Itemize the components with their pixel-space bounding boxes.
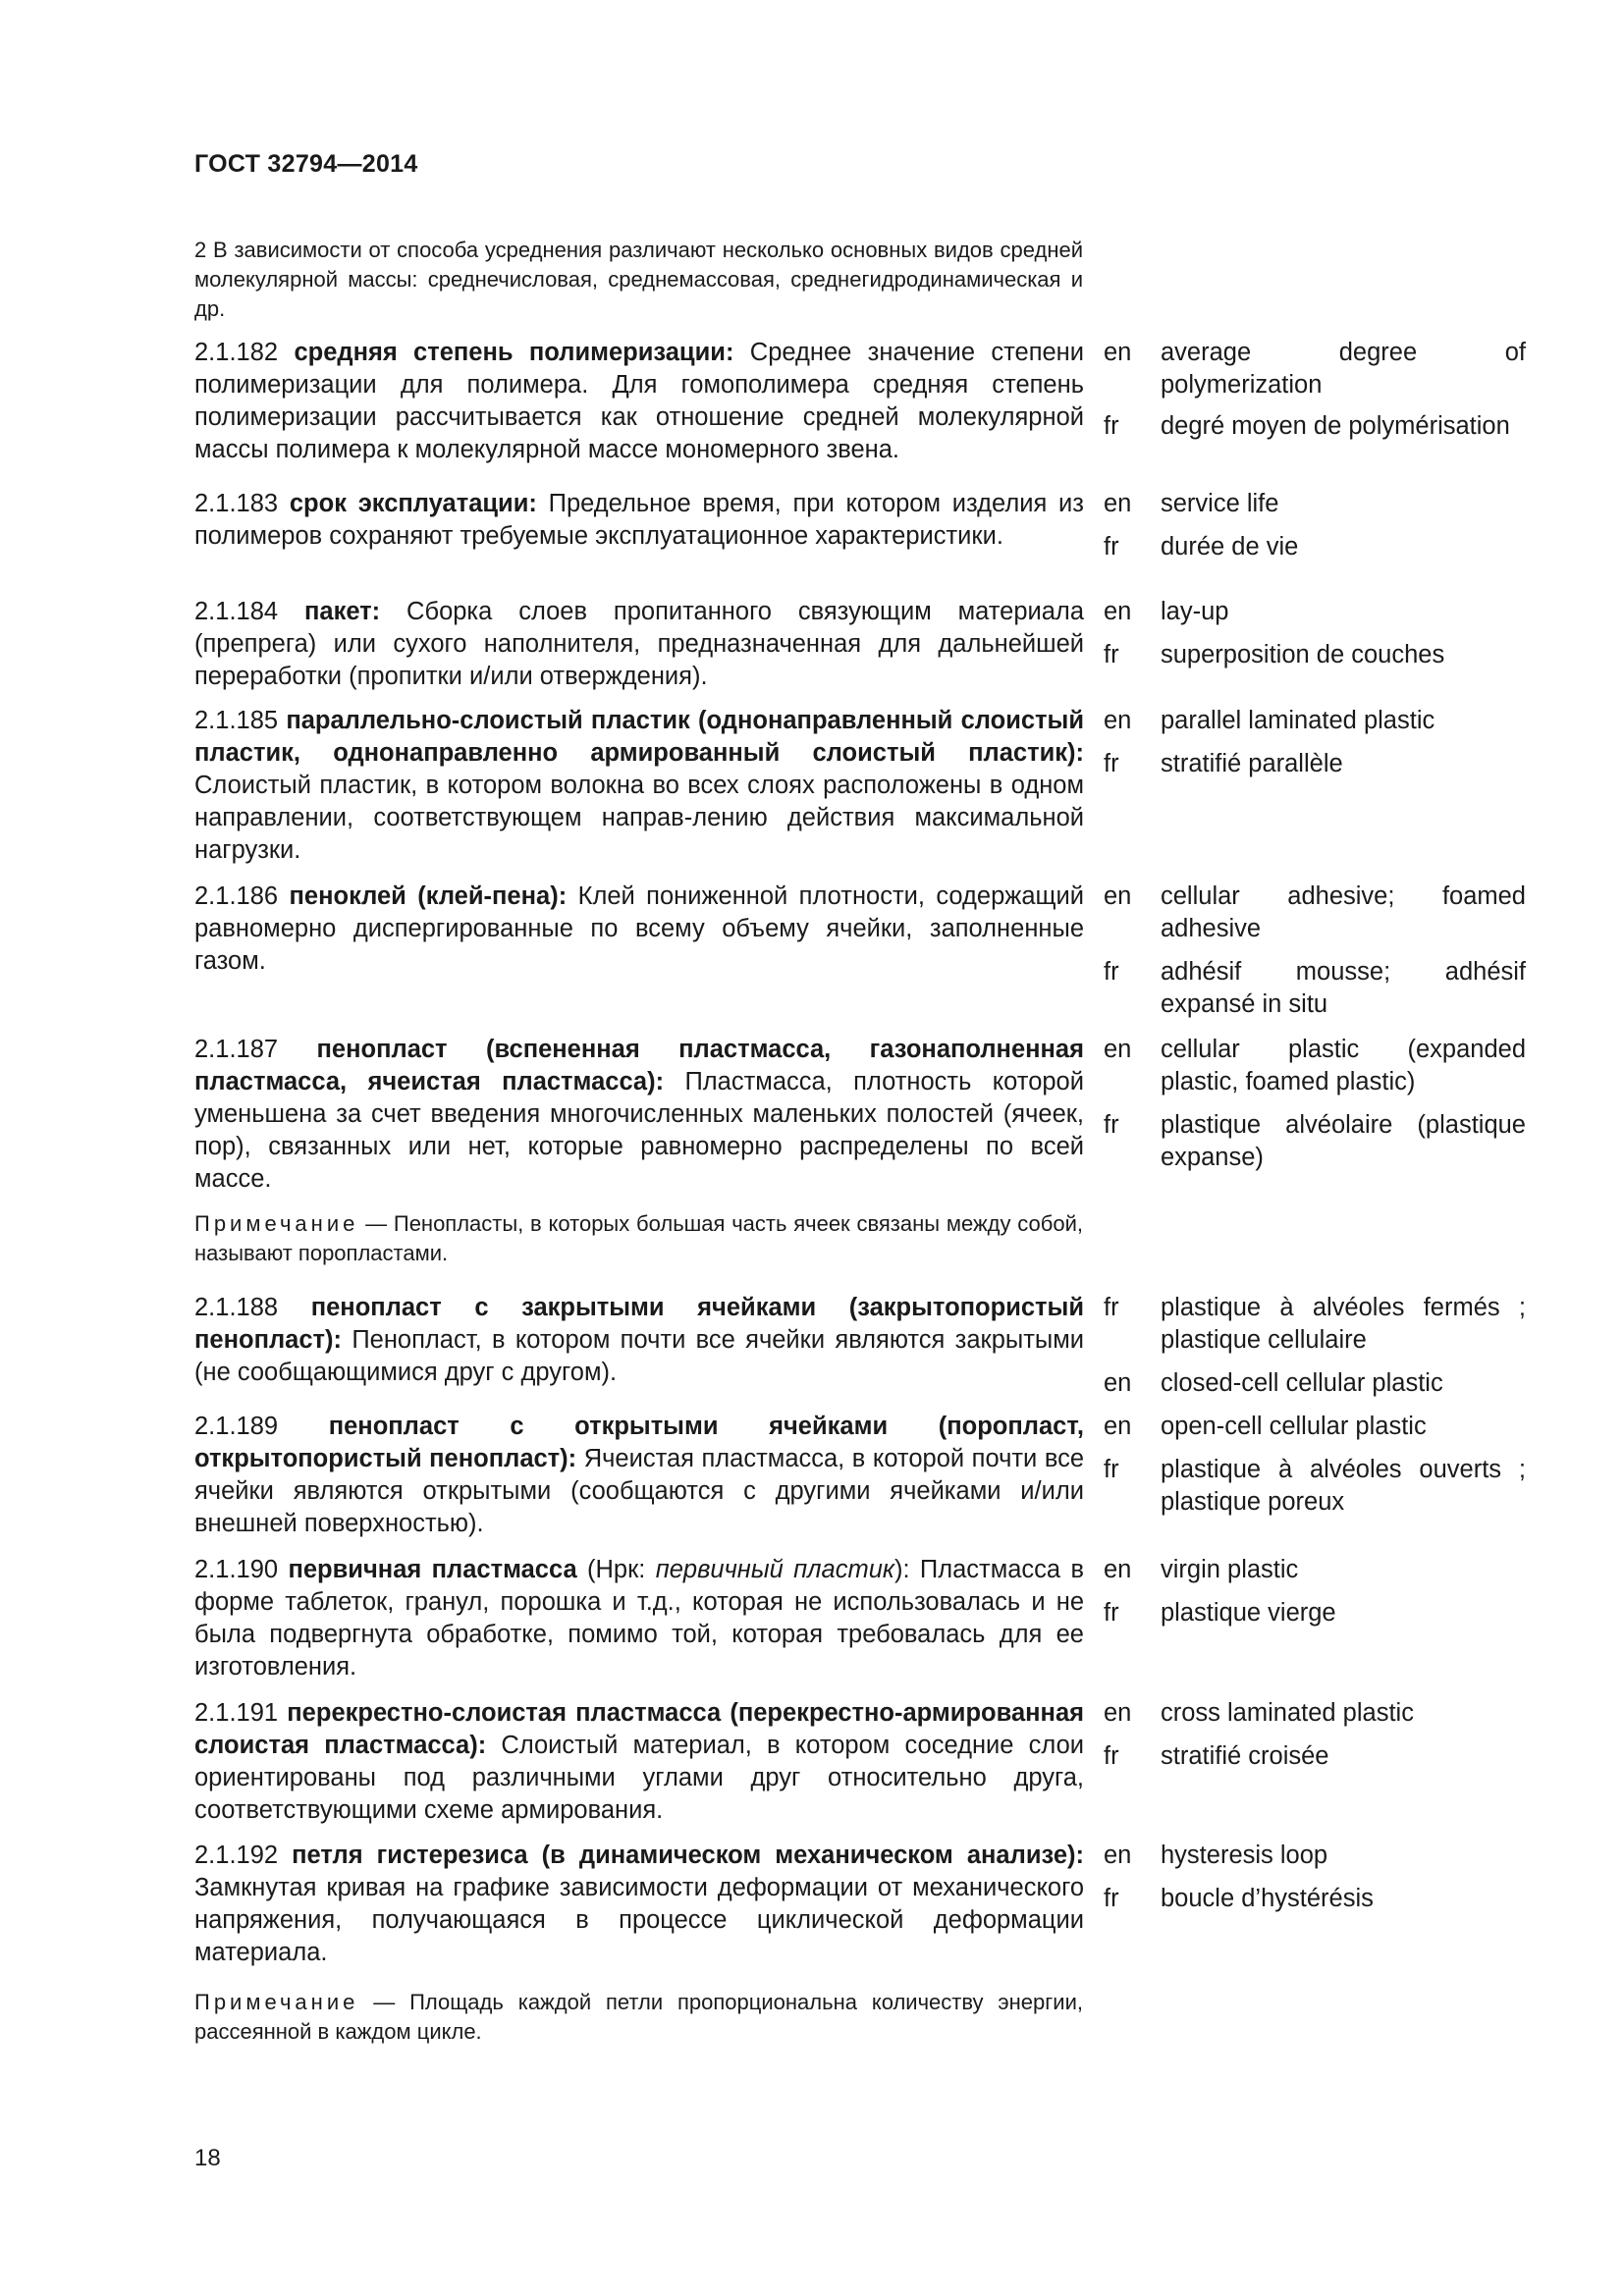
translation-text: plastique vierge bbox=[1161, 1599, 1336, 1627]
translation-text: average degree of polymerization bbox=[1161, 339, 1526, 399]
lang-code: en bbox=[1104, 882, 1132, 910]
lang-code: en bbox=[1104, 490, 1132, 517]
translation-text: boucle d’hystérésis bbox=[1161, 1885, 1374, 1912]
term-name: параллельно-слоистый пластик (однонаправленный слоистый пластик, однонаправленно армированный слоистый пластик): bbox=[194, 707, 1085, 767]
translation-text: plastique à alvéoles ouverts ; plastique poreux bbox=[1161, 1456, 1526, 1516]
term-number: 2.1.186 bbox=[194, 882, 279, 910]
term-definition bbox=[194, 1840, 1084, 1969]
top-note: 2 В зависимости от способа усреднения различают несколько основных видов средней молекулярной массы: среднечисловая, среднемассовая, среднегидродинамическая и др. bbox=[194, 238, 1083, 321]
term-text: Пластмасса, плотность которой уменьшена за счет введения многочисленных маленьких полостей (ячеек, пор), связанных или нет, которые равномерно распределены по всей массе. bbox=[194, 1068, 1084, 1193]
lang-code: en bbox=[1104, 707, 1132, 734]
translation-text: hysteresis loop bbox=[1161, 1842, 1328, 1869]
translation-text: adhésif mousse; adhésif expansé in situ bbox=[1161, 958, 1526, 1018]
translation-text: parallel laminated plastic bbox=[1161, 707, 1435, 734]
term-text: Среднее значение степени полимеризации для полимера. Для гомополимера средняя степень полимеризации рассчитывается как отношение средней молекулярной массы полимера к молекулярной массе мономерного звена. bbox=[194, 339, 1085, 463]
term-name: срок эксплуатации: bbox=[289, 490, 537, 517]
term-name: петля гистерезиса (в динамическом механическом анализе): bbox=[292, 1842, 1084, 1869]
term-text: Слоистый пластик, в котором волокна во всех слоях расположены в одном направлении, соответствующем направ-лению действия максимальной нагрузки. bbox=[194, 772, 1084, 864]
term-definition bbox=[194, 1554, 1084, 1683]
lang-code: fr bbox=[1104, 1111, 1119, 1139]
translation-text: lay-up bbox=[1161, 598, 1229, 625]
translation-text: plastique à alvéoles fermés ; plastique cellulaire bbox=[1161, 1294, 1526, 1354]
note-hysteresis bbox=[194, 1988, 1083, 2047]
translation-text: plastique alvéolaire (plastique expanse) bbox=[1161, 1111, 1526, 1171]
term-text: Пенопласт, в котором почти все ячейки являются закрытыми (не сообщающимися друг с другом). bbox=[194, 1326, 1084, 1386]
term-number: 2.1.192 bbox=[194, 1842, 279, 1869]
term-definition bbox=[194, 1292, 1084, 1389]
translation-text: stratifié parallèle bbox=[1161, 750, 1343, 777]
term-name: средняя степень полимеризации: bbox=[294, 339, 734, 366]
term-definition bbox=[194, 1411, 1084, 1540]
term-number: 2.1.188 bbox=[194, 1294, 279, 1321]
lang-code: fr bbox=[1104, 1885, 1119, 1912]
term-number: 2.1.189 bbox=[194, 1413, 279, 1440]
term-definition bbox=[194, 881, 1084, 978]
note-label: Примечание bbox=[194, 1211, 359, 1236]
term-text: Слоистый материал, в котором соседние слои ориентированы под различными углами друг относительно друга, соответствующими схеме армирования. bbox=[194, 1732, 1084, 1824]
translation-text: durée de vie bbox=[1161, 533, 1299, 561]
lang-code: en bbox=[1104, 598, 1132, 625]
term-text: Сборка слоев пропитанного связующим материала (препрега) или сухого наполнителя, предназначенная для дальнейшей переработки (пропитки и/или отверждения). bbox=[194, 598, 1084, 690]
translation-text: cellular adhesive; foamed adhesive bbox=[1161, 882, 1526, 942]
term-number: 2.1.187 bbox=[194, 1036, 279, 1063]
term-name: пенопласт с закрытыми ячейками (закрытопористый пенопласт): bbox=[194, 1294, 1084, 1354]
lang-code: fr bbox=[1104, 1742, 1119, 1770]
translation-text: stratifié croisée bbox=[1161, 1742, 1329, 1770]
term-number: 2.1.191 bbox=[194, 1699, 279, 1727]
lang-code: fr bbox=[1104, 412, 1119, 440]
note-dash: — bbox=[358, 1211, 394, 1236]
term-text: ): Пластмасса в форме таблеток, гранул, порошка и т.д., которая не использовалась и не была подвергнута обработке, помимо той, которая требовалась для ее изготовления. bbox=[194, 1556, 1085, 1681]
translation-text: cellular plastic (expanded plastic, foamed plastic) bbox=[1161, 1036, 1526, 1095]
term-prefix: (Нрк: bbox=[576, 1556, 656, 1583]
lang-code: fr bbox=[1104, 1456, 1119, 1483]
term-number: 2.1.182 bbox=[194, 339, 279, 366]
term-number: 2.1.185 bbox=[194, 707, 279, 734]
lang-code: en bbox=[1104, 339, 1132, 366]
lang-code: en bbox=[1104, 1556, 1132, 1583]
term-number: 2.1.184 bbox=[194, 598, 279, 625]
translation-text: closed-cell cellular plastic bbox=[1161, 1369, 1443, 1397]
translation-text: degré moyen de polymérisation bbox=[1161, 412, 1510, 440]
term-definition bbox=[194, 596, 1084, 693]
term-name: первичная пластмасса bbox=[288, 1556, 577, 1583]
lang-code: en bbox=[1104, 1413, 1132, 1440]
term-number: 2.1.183 bbox=[194, 490, 279, 517]
term-definition bbox=[194, 337, 1084, 466]
lang-code: fr bbox=[1104, 1294, 1119, 1321]
term-text: Ячеистая пластмасса, в которой почти все ячейки являются открытыми (сообщаются с другими ячейками и/или внешней поверхностью). bbox=[194, 1445, 1085, 1537]
lang-code: en bbox=[1104, 1369, 1132, 1397]
term-definition bbox=[194, 488, 1084, 553]
term-name: перекрестно-слоистая пластмасса (перекрестно-армированная слоистая пластмасса): bbox=[194, 1699, 1085, 1759]
lang-code: en bbox=[1104, 1699, 1132, 1727]
term-text: Замкнутая кривая на графике зависимости деформации от механического напряжения, получающаяся в процессе циклической деформации материала. bbox=[194, 1874, 1084, 1966]
term-name: пенопласт (вспененная пластмасса, газонаполненная пластмасса, ячеистая пластмасса): bbox=[194, 1036, 1084, 1095]
term-text: Предельное время, при котором изделия из полимеров сохраняют требуемые эксплуатационное характеристики. bbox=[194, 490, 1084, 550]
term-definition bbox=[194, 705, 1084, 867]
term-name: пеноклей (клей-пена): bbox=[289, 882, 568, 910]
document-header: ГОСТ 32794—2014 bbox=[194, 150, 418, 178]
lang-code: en bbox=[1104, 1842, 1132, 1869]
note-label: Примечание bbox=[194, 1990, 359, 2014]
lang-code: fr bbox=[1104, 750, 1119, 777]
term-name: пенопласт с открытыми ячейками (поропласт, открытопористый пенопласт): bbox=[194, 1413, 1084, 1472]
lang-code: fr bbox=[1104, 958, 1119, 986]
lang-code: en bbox=[1104, 1036, 1132, 1063]
translation-text: virgin plastic bbox=[1161, 1556, 1299, 1583]
term-text: Клей пониженной плотности, содержащий равномерно диспергированные по всему объему ячейки, заполненные газом. bbox=[194, 882, 1084, 975]
note-text: Площадь каждой петли пропорциональна количеству энергии, рассеянной в каждом цикле. bbox=[194, 1990, 1083, 2044]
lang-code: fr bbox=[1104, 533, 1119, 561]
page-number: 18 bbox=[194, 2145, 221, 2171]
term-deprecated: первичный пластик bbox=[655, 1556, 894, 1583]
term-name: пакет: bbox=[303, 598, 381, 625]
translation-text: open-cell cellular plastic bbox=[1161, 1413, 1427, 1440]
note-cellular-plastic bbox=[194, 1209, 1083, 1268]
translation-text: cross laminated plastic bbox=[1161, 1699, 1414, 1727]
term-definition bbox=[194, 1697, 1084, 1827]
lang-code: fr bbox=[1104, 641, 1119, 668]
lang-code: fr bbox=[1104, 1599, 1119, 1627]
note-text: Пенопласты, в которых большая часть ячеек связаны между собой, называют поропластами. bbox=[194, 1211, 1083, 1265]
translation-text: superposition de couches bbox=[1161, 641, 1445, 668]
translation-text: service life bbox=[1161, 490, 1279, 517]
term-number: 2.1.190 bbox=[194, 1556, 279, 1583]
term-definition bbox=[194, 1034, 1084, 1196]
note-dash: — bbox=[358, 1990, 410, 2014]
